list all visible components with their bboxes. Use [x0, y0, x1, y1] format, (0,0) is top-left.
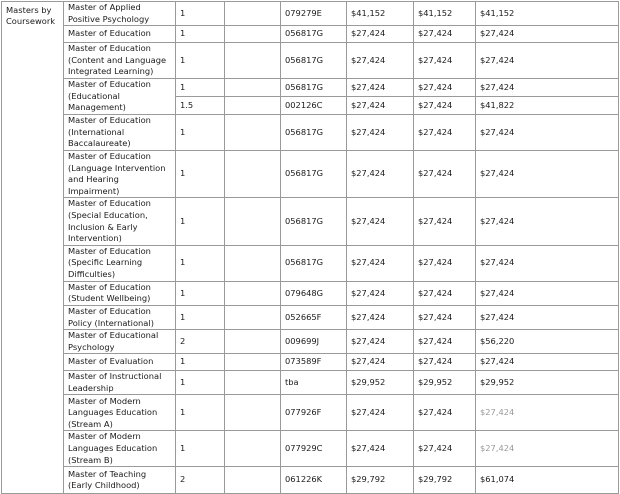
course-name-line: (Content and Language — [68, 54, 167, 65]
category-label: Coursework — [6, 15, 56, 26]
course-name-cell — [64, 78, 176, 114]
standard-fee-cell: $27,424 — [414, 198, 476, 245]
annual-fee-cell: $27,424 — [347, 354, 414, 371]
course-name-line: Impairment) — [68, 185, 120, 196]
blank-cell — [225, 281, 281, 305]
total-fee-cell: $61,074 — [476, 467, 619, 494]
cricos-code-cell: 061226K — [281, 467, 347, 494]
course-name-cell — [64, 43, 176, 79]
cricos-code-cell: 056817G — [281, 26, 347, 43]
course-name-line: Master of Education — [68, 198, 151, 209]
table-row — [2, 371, 619, 395]
annual-fee-cell: $27,424 — [347, 78, 414, 96]
course-name-line: (Special Education, — [68, 209, 148, 220]
total-fee-cell: $29,952 — [476, 371, 619, 395]
eftsl-cell: 1 — [176, 354, 225, 371]
blank-cell — [225, 78, 281, 96]
blank-cell — [225, 96, 281, 114]
annual-fee-cell: $27,424 — [347, 245, 414, 281]
course-name-line: Master of Education — [68, 281, 151, 292]
eftsl-cell: 1 — [176, 245, 225, 281]
total-fee-cell: $27,424 — [476, 43, 619, 79]
total-fee-cell: $27,424 — [476, 245, 619, 281]
course-name-line: Master of Education — [68, 150, 151, 161]
course-name-line: (International — [68, 126, 125, 137]
cricos-code-cell: 079648G — [281, 281, 347, 305]
table-row — [2, 78, 619, 96]
cricos-code-cell: 077926F — [281, 395, 347, 431]
eftsl-cell: 1 — [176, 395, 225, 431]
table-row — [2, 431, 619, 467]
annual-fee-cell: $41,152 — [347, 2, 414, 26]
course-name-line: Languages Education — [68, 407, 158, 418]
annual-fee-cell: $27,424 — [347, 431, 414, 467]
course-name-line: Policy (International) — [68, 317, 154, 328]
course-name-line: Integrated Learning) — [68, 66, 154, 77]
course-name-line: (Specific Learning — [68, 257, 143, 268]
blank-cell — [225, 354, 281, 371]
standard-fee-cell: $27,424 — [414, 26, 476, 43]
annual-fee-cell: $27,424 — [347, 395, 414, 431]
total-fee-cell: $41,152 — [476, 2, 619, 26]
course-name-cell — [64, 395, 176, 431]
annual-fee-cell: $27,424 — [347, 96, 414, 114]
course-name-line: Master of Education — [68, 245, 151, 256]
cricos-code-cell: 079279E — [281, 2, 347, 26]
course-name-line: Psychology — [68, 341, 115, 352]
eftsl-cell: 1 — [176, 26, 225, 43]
annual-fee-cell: $27,424 — [347, 114, 414, 150]
eftsl-cell: 1 — [176, 281, 225, 305]
total-fee-cell: $27,424 — [476, 354, 619, 371]
annual-fee-cell: $29,952 — [347, 371, 414, 395]
course-name-line: (Language Intervention — [68, 162, 166, 173]
cricos-code-cell: 056817G — [281, 78, 347, 96]
cricos-code-cell: tba — [281, 371, 347, 395]
annual-fee-cell: $27,424 — [347, 43, 414, 79]
standard-fee-cell: $27,424 — [414, 43, 476, 79]
course-fee-table — [1, 1, 619, 494]
total-fee-cell: $56,220 — [476, 330, 619, 354]
course-name-cell — [64, 2, 176, 26]
course-name-line: (Stream B) — [68, 454, 113, 465]
cricos-code-cell: 056817G — [281, 114, 347, 150]
cricos-code-cell: 077929C — [281, 431, 347, 467]
course-name-line: Leadership — [68, 382, 114, 393]
standard-fee-cell: $27,424 — [414, 330, 476, 354]
eftsl-cell: 2 — [176, 467, 225, 494]
course-name-line: Master of Modern — [68, 395, 141, 406]
course-name-line: Management) — [68, 102, 126, 113]
course-name-line: Baccalaureate) — [68, 138, 131, 149]
table-row — [2, 2, 619, 26]
course-name-cell — [64, 431, 176, 467]
course-name-cell — [64, 114, 176, 150]
cricos-code-cell: 009699J — [281, 330, 347, 354]
cricos-code-cell: 052665F — [281, 305, 347, 329]
blank-cell — [225, 114, 281, 150]
annual-fee-cell: $27,424 — [347, 305, 414, 329]
annual-fee-cell: $27,424 — [347, 26, 414, 43]
standard-fee-cell: $27,424 — [414, 96, 476, 114]
course-name-line: (Educational — [68, 90, 120, 101]
standard-fee-cell: $41,152 — [414, 2, 476, 26]
total-fee-cell: $27,424 — [476, 78, 619, 96]
cricos-code-cell: 056817G — [281, 150, 347, 197]
eftsl-cell: 1 — [176, 2, 225, 26]
blank-cell — [225, 245, 281, 281]
standard-fee-cell: $27,424 — [414, 305, 476, 329]
standard-fee-cell: $27,424 — [414, 114, 476, 150]
course-name-line: Master of Instructional — [68, 371, 162, 382]
blank-cell — [225, 467, 281, 494]
table-row — [2, 330, 619, 354]
standard-fee-cell: $29,952 — [414, 371, 476, 395]
table-row — [2, 150, 619, 197]
total-fee-cell: $27,424 — [476, 150, 619, 197]
total-fee-cell: $27,424 — [476, 395, 619, 431]
standard-fee-cell: $27,424 — [414, 150, 476, 197]
course-name-cell — [64, 26, 176, 43]
eftsl-cell: 1 — [176, 431, 225, 467]
blank-cell — [225, 395, 281, 431]
blank-cell — [225, 26, 281, 43]
annual-fee-cell: $27,424 — [347, 281, 414, 305]
course-name-line: Master of Education — [68, 115, 151, 126]
course-name-line: Master of Applied — [68, 2, 141, 12]
course-name-cell — [64, 198, 176, 245]
eftsl-cell: 2 — [176, 330, 225, 354]
course-name-cell — [64, 330, 176, 354]
cricos-code-cell: 056817G — [281, 245, 347, 281]
standard-fee-cell: $27,424 — [414, 395, 476, 431]
course-name-line: Master of Education — [68, 79, 151, 90]
blank-cell — [225, 330, 281, 354]
annual-fee-cell: $27,424 — [347, 150, 414, 197]
table-row — [2, 467, 619, 494]
course-name-cell — [64, 245, 176, 281]
course-name-line: Intervention) — [68, 233, 122, 244]
table-row — [2, 281, 619, 305]
total-fee-cell: $27,424 — [476, 26, 619, 43]
annual-fee-cell: $27,424 — [347, 330, 414, 354]
total-fee-cell: $27,424 — [476, 198, 619, 245]
total-fee-cell: $27,424 — [476, 114, 619, 150]
standard-fee-cell: $27,424 — [414, 354, 476, 371]
table-row — [2, 305, 619, 329]
eftsl-cell: 1 — [176, 114, 225, 150]
blank-cell — [225, 43, 281, 79]
table-row — [2, 43, 619, 79]
course-name-line: Languages Education — [68, 443, 158, 454]
total-fee-cell: $27,424 — [476, 281, 619, 305]
standard-fee-cell: $27,424 — [414, 431, 476, 467]
course-name-line: Positive Psychology — [68, 13, 150, 24]
table-row — [2, 198, 619, 245]
blank-cell — [225, 305, 281, 329]
course-name-cell — [64, 354, 176, 371]
eftsl-cell: 1.5 — [176, 96, 225, 114]
total-fee-cell: $27,424 — [476, 305, 619, 329]
eftsl-cell: 1 — [176, 78, 225, 96]
cricos-code-cell: 002126C — [281, 96, 347, 114]
course-name-line: (Stream A) — [68, 418, 113, 429]
course-name-line: Master of Educational — [68, 330, 159, 341]
eftsl-cell: 1 — [176, 371, 225, 395]
annual-fee-cell: $29,792 — [347, 467, 414, 494]
cricos-code-cell: 056817G — [281, 198, 347, 245]
eftsl-cell: 1 — [176, 150, 225, 197]
table-row — [2, 245, 619, 281]
table-row — [2, 354, 619, 371]
table-row — [2, 114, 619, 150]
standard-fee-cell: $27,424 — [414, 78, 476, 96]
total-fee-cell: $27,424 — [476, 431, 619, 467]
standard-fee-cell: $29,792 — [414, 467, 476, 494]
cricos-code-cell: 056817G — [281, 43, 347, 79]
blank-cell — [225, 198, 281, 245]
course-name-line: Inclusion & Early — [68, 221, 138, 232]
course-name-cell — [64, 281, 176, 305]
course-name-line: (Student Wellbeing) — [68, 293, 151, 304]
course-name-line: Master of Modern — [68, 431, 141, 442]
course-name-line: Master of Education — [68, 305, 151, 316]
annual-fee-cell: $27,424 — [347, 198, 414, 245]
standard-fee-cell: $27,424 — [414, 281, 476, 305]
course-name-line: Master of Education — [68, 43, 151, 54]
course-name-cell — [64, 467, 176, 494]
course-name-line: (Early Childhood) — [68, 480, 140, 491]
course-name-cell — [64, 371, 176, 395]
table-row — [2, 26, 619, 43]
course-name-line: Master of Teaching — [68, 468, 147, 479]
course-name-line: and Hearing — [68, 174, 119, 185]
cricos-code-cell: 073589F — [281, 354, 347, 371]
table-row — [2, 395, 619, 431]
category-label: Masters by — [6, 5, 52, 15]
course-name-cell — [64, 305, 176, 329]
eftsl-cell: 1 — [176, 305, 225, 329]
course-name-line: Difficulties) — [68, 269, 116, 280]
standard-fee-cell: $27,424 — [414, 245, 476, 281]
blank-cell — [225, 2, 281, 26]
course-name-cell — [64, 150, 176, 197]
category-cell — [2, 2, 64, 494]
blank-cell — [225, 371, 281, 395]
eftsl-cell: 1 — [176, 198, 225, 245]
course-name-line: Master of Evaluation — [68, 356, 154, 367]
total-fee-cell: $41,822 — [476, 96, 619, 114]
course-name-line: Master of Education — [68, 28, 151, 39]
eftsl-cell: 1 — [176, 43, 225, 79]
blank-cell — [225, 431, 281, 467]
blank-cell — [225, 150, 281, 197]
